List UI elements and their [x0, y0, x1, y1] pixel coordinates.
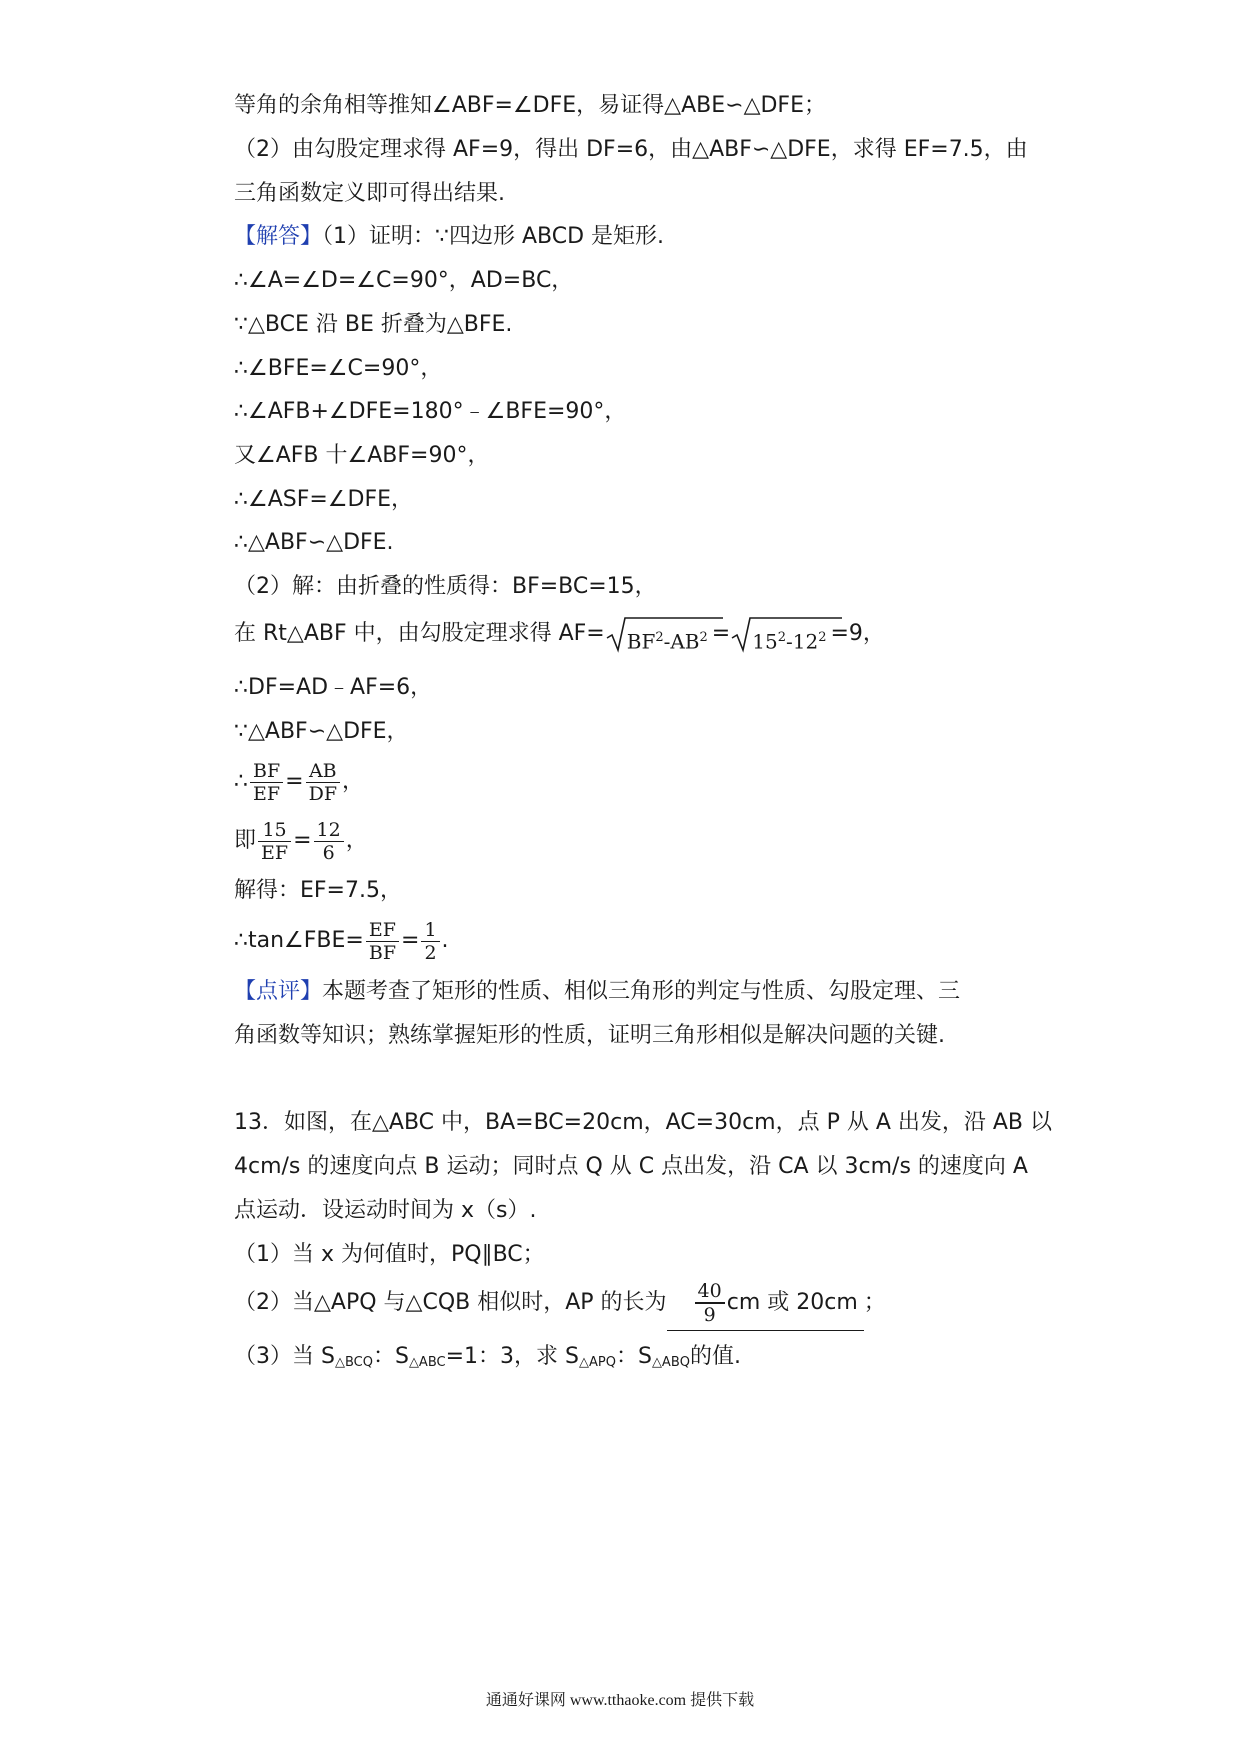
- radicand-bf: BF: [626, 629, 656, 654]
- fraction-40-9: [695, 1280, 725, 1326]
- comment-tag: 【点评】: [234, 979, 323, 1004]
- radicand-15: 15: [752, 629, 778, 654]
- equals-sign: =: [285, 769, 304, 794]
- part-3-text: ：S: [615, 1344, 652, 1369]
- proof-step-6: ∴∠ASF=∠DFE，: [234, 487, 414, 512]
- denominator: 6: [322, 841, 335, 864]
- area-subscript: △APQ: [579, 1355, 616, 1370]
- numerator: 1: [421, 919, 439, 942]
- equals-sign: =: [711, 621, 731, 646]
- tan-prefix: ∴tan∠FBE=: [234, 928, 364, 953]
- equals-sign: =: [293, 828, 312, 853]
- proof-step-5: 又∠AFB 十∠ABF=90°，: [234, 443, 490, 468]
- proof-step-7: ∴△ABF∽△DFE.: [234, 530, 394, 555]
- comment-text: 本题考查了矩形的性质、相似三角形的判定与性质、勾股定理、三: [322, 979, 961, 1004]
- fraction-15-ef: [258, 819, 291, 864]
- radical-sign-icon: [605, 614, 723, 654]
- page-footer: 通通好课网 www.tthaoke.com 提供下载: [485, 1692, 755, 1709]
- comment-line-2: 角函数等知识；熟练掌握矩形的性质，证明三角形相似是解决问题的关键.: [234, 1023, 945, 1048]
- part-3-text: =1：3，求 S: [445, 1344, 579, 1369]
- numerator: AB: [306, 760, 340, 783]
- exponent: 2: [777, 630, 786, 645]
- question-13-part-3: [234, 1342, 741, 1378]
- comment-line-1: [234, 977, 960, 1007]
- solution-analysis-line-2: （2）由勾股定理求得 AF=9，得出 DF=6，由△ABF∽△DFE，求得 EF=7.5，由: [234, 137, 1028, 162]
- radical-bf-ab: [605, 614, 712, 654]
- area-subscript: △BCQ: [334, 1355, 373, 1370]
- radical-sign-icon: [730, 614, 842, 654]
- radicand-ab: -AB: [663, 629, 700, 654]
- question-13-line-3: 点运动．设运动时间为 x（s）.: [234, 1198, 537, 1223]
- proof-step-2: ∵△BCE 沿 BE 折叠为△BFE.: [234, 312, 513, 337]
- part2-step-2-pythagoras: [234, 612, 885, 656]
- proof-step-4: ∴∠AFB+∠DFE=180°﹣∠BFE=90°，: [234, 399, 627, 424]
- question-13-line-2: 4cm/s 的速度向点 B 运动；同时点 Q 从 C 点出发，沿 CA 以 3cm/s 的速度向 A: [234, 1154, 1028, 1179]
- numerator: 12: [314, 819, 344, 842]
- part2-step-8-tan: [234, 914, 449, 968]
- radical-15-12: [730, 614, 830, 654]
- area-subscript: △ABQ: [651, 1355, 690, 1370]
- numerator: EF: [366, 919, 399, 942]
- comma: ，: [342, 769, 365, 794]
- denominator: 9: [703, 1304, 716, 1326]
- fraction-1-2: [421, 919, 439, 964]
- area-subscript: △ABC: [408, 1355, 446, 1370]
- part2-step-1: （2）解：由折叠的性质得：BF=BC=15，: [234, 574, 657, 599]
- denominator: EF: [261, 841, 289, 864]
- numerator: 40: [695, 1280, 725, 1304]
- numerator: 15: [258, 819, 291, 842]
- answer-blank: [667, 1276, 864, 1331]
- part-3-text: （3）当 S: [234, 1344, 335, 1369]
- solution-analysis-line-3: 三角函数定义即可得出结果.: [234, 181, 505, 206]
- denominator: 2: [424, 941, 437, 964]
- proof-step-1: ∴∠A=∠D=∠C=90°，AD=BC，: [234, 268, 574, 293]
- equals-sign: =: [401, 928, 420, 953]
- therefore-sign: ∴: [234, 769, 248, 794]
- exponent: 2: [699, 630, 708, 645]
- exponent: 2: [655, 630, 664, 645]
- question-13-line-1: 13．如图，在△ABC 中，BA=BC=20cm，AC=30cm，点 P 从 A 出发，沿 AB 以: [234, 1110, 1053, 1135]
- denominator: DF: [308, 782, 338, 805]
- namely-label: 即: [234, 828, 257, 853]
- period: .: [441, 928, 449, 953]
- part2-step-5-ratio: [234, 755, 364, 809]
- part2-step-6-ratio: [234, 814, 368, 868]
- numerator: BF: [250, 760, 283, 783]
- denominator: BF: [368, 941, 397, 964]
- question-13-part-2: [234, 1276, 886, 1331]
- part-3-text: 的值.: [689, 1344, 741, 1369]
- semicolon: ；: [863, 1290, 886, 1315]
- answer-tag: 【解答】: [234, 224, 323, 249]
- fraction-ef-bf: [366, 919, 399, 964]
- part-3-text: ：S: [372, 1344, 409, 1369]
- fraction-12-6: [314, 819, 344, 864]
- pythagoras-prefix: 在 Rt△ABF 中，由勾股定理求得 AF=: [234, 621, 605, 646]
- denominator: EF: [253, 782, 281, 805]
- exponent: 2: [818, 630, 827, 645]
- part2-step-7: 解得：EF=7.5，: [234, 878, 402, 903]
- answer-text: cm 或 20cm: [726, 1290, 858, 1315]
- pythagoras-result: =9，: [830, 621, 885, 646]
- solution-analysis-line-1: 等角的余角相等推知∠ABF=∠DFE，易证得△ABE∽△DFE；: [234, 93, 826, 118]
- radicand-12: -12: [785, 629, 819, 654]
- answer-proof-intro: （1）证明：∵四边形 ABCD 是矩形.: [322, 224, 665, 249]
- part2-step-4: ∵△ABF∽△DFE，: [234, 719, 409, 744]
- part2-step-3: ∴DF=AD﹣AF=6，: [234, 675, 433, 700]
- part-2-prompt: （2）当△APQ 与△CQB 相似时，AP 的长为: [234, 1290, 667, 1315]
- fraction-bf-ef: [250, 760, 283, 805]
- fraction-ab-df: [306, 760, 340, 805]
- proof-step-3: ∴∠BFE=∠C=90°，: [234, 356, 443, 381]
- comma: ，: [345, 828, 368, 853]
- answer-heading-line: [234, 222, 664, 252]
- question-13-part-1: （1）当 x 为何值时，PQ∥BC；: [234, 1242, 545, 1267]
